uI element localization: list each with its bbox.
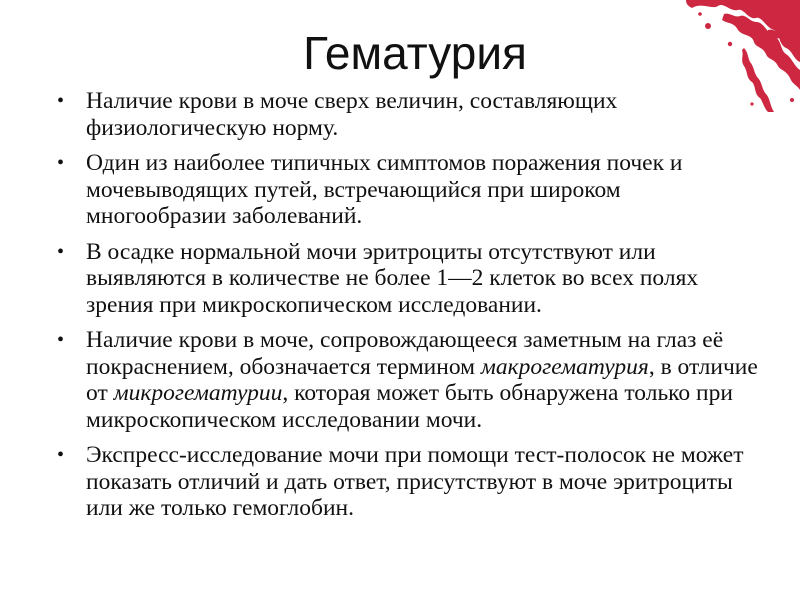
bullet-text-part: Наличие крови в моче, сопровождающееся заметным на глаз её покраснением, обозначается термином [86,327,724,380]
bullet-item [52,327,764,433]
bullet-text [86,327,758,433]
term-macrohematuria: макрогематурия [480,353,649,380]
bullet-item [52,150,764,230]
bullet-text: Один из наиболее типичных симптомов поражения почек и мочевыводящих путей, встречающийся при широком многообразии заболеваний. [86,150,683,229]
bullet-item [52,88,764,141]
term-microhematuria: микрогематурии [113,380,283,406]
bullet-text-part: , в отличие от [86,353,758,406]
bullet-item [52,239,764,319]
bullet-text: Экспресс-исследование мочи при помощи тест-полосок не может показать отличий и дать ответ, присутствуют в моче эритроциты или же только гемоглобин. [86,442,744,521]
bullet-icon: • [57,90,65,112]
bullet-icon: • [57,152,65,174]
bullet-icon: • [57,329,65,351]
bullet-text-part: , которая может быть обнаружена только при микроскопическом исследовании мочи. [86,380,733,433]
bullet-list [52,88,764,531]
bullet-icon: • [57,240,65,263]
bullet-text: Наличие крови в моче сверх величин, составляющих физиологическую норму. [86,88,618,141]
bullet-text: В осадке нормальной мочи эритроциты отсутствуют или выявляются в количестве не более 1—2 клеток во всех полях зрения при микроскопическом исследовании. [86,238,699,318]
slide-title: Гематурия [303,27,527,79]
bullet-item [52,442,764,522]
bullet-icon: • [57,444,65,466]
